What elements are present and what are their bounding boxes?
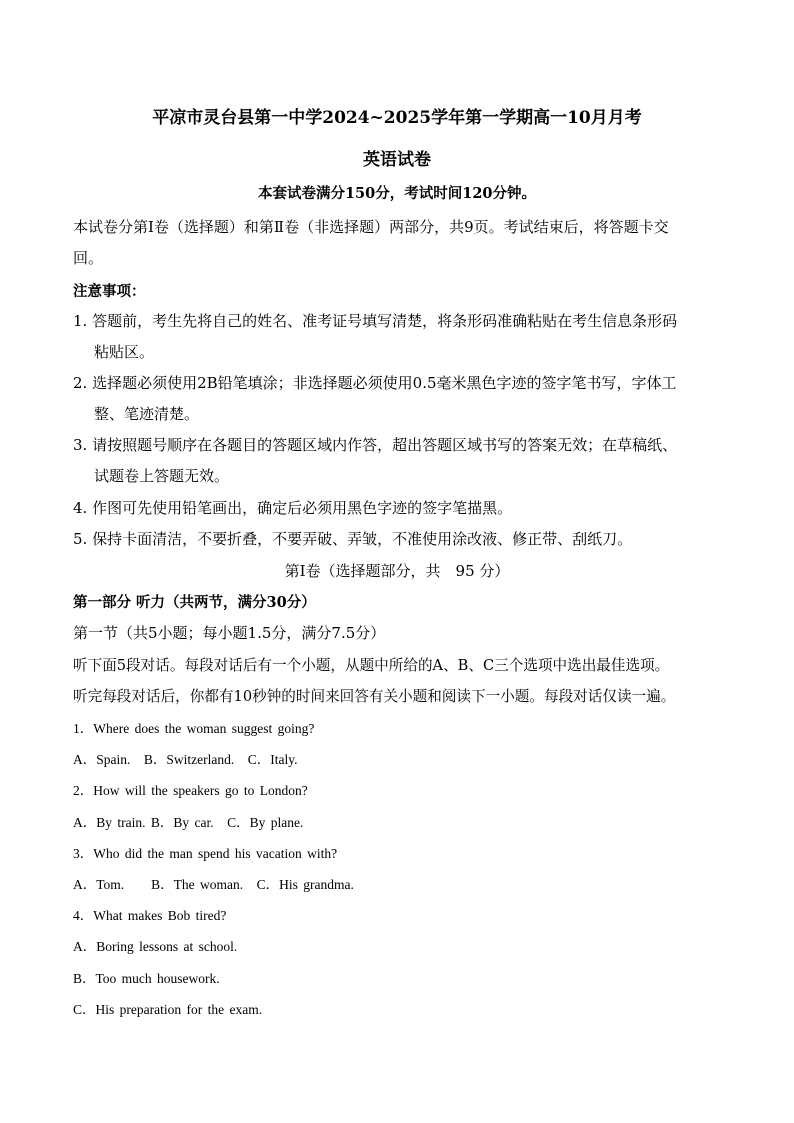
note-item-1-line-2: 粘贴区。 [94, 343, 155, 361]
question-1-options: A．Spain. B．Switzerland. C．Italy. [73, 752, 298, 767]
question-2: 2．How will the speakers go to London? [73, 783, 308, 798]
question-4-option-c: C．His preparation for the exam. [73, 1002, 263, 1017]
question-4: 4．What makes Bob tired? [73, 908, 227, 923]
intro-line-2: 回。 [73, 249, 104, 267]
notes-heading: 注意事项： [73, 283, 146, 300]
note-item-1-line-1: 1. 答题前，考生先将自己的姓名、准考证号填写清楚，将条形码准确粘贴在考生信息条形码 [73, 312, 678, 330]
question-4-option-b: B．Too much housework. [73, 971, 220, 986]
intro-line-1: 本试卷分第Ⅰ卷（选择题）和第Ⅱ卷（非选择题）两部分，共9页。考试结束后，将答题卡交 [73, 218, 669, 236]
question-1: 1．Where does the woman suggest going? [73, 721, 315, 736]
note-item-5: 5. 保持卡面清洁，不要折叠，不要弄破、弄皱，不准使用涂改液、修正带、刮纸刀。 [73, 530, 633, 548]
exam-title: 平凉市灵台县第一中学2024~2025学年第一学期高一10月月考 [152, 108, 642, 128]
note-item-2-line-1: 2. 选择题必须使用2B铅笔填涂；非选择题必须使用0.5毫米黑色字迹的签字笔书写，字体工 [73, 374, 677, 392]
part1-title: 第Ⅰ卷（选择题部分，共 95 分） [284, 562, 510, 580]
instructions-line-2: 听完每段对话后，你都有10秒钟的时间来回答有关小题和阅读下一小题。每段对话仅读一遍。 [73, 688, 676, 705]
subsection-heading: 第一节（共5小题；每小题1.5分，满分7.5分） [73, 624, 386, 642]
note-item-2-line-2: 整、笔迹清楚。 [94, 405, 200, 423]
question-4-option-a: A．Boring lessons at school. [73, 939, 238, 954]
note-item-3-line-2: 试题卷上答题无效。 [94, 467, 230, 485]
instructions-line-1: 听下面5段对话。每段对话后有一个小题，从题中所给的A、B、C三个选项中选出最佳选项。 [73, 657, 670, 674]
score-note: 本套试卷满分150分，考试时间120分钟。 [257, 185, 537, 202]
section-heading: 第一部分 听力（共两节，满分30分） [73, 594, 316, 611]
question-3-options: A．Tom. B．The woman. C．His grandma. [73, 877, 354, 892]
question-2-options: A．By train. B．By car. C．By plane. [73, 815, 304, 830]
note-item-3-line-1: 3. 请按照题号顺序在各题目的答题区域内作答，超出答题区域书写的答案无效；在草稿纸、 [73, 436, 678, 454]
note-item-4: 4. 作图可先使用铅笔画出，确定后必须用黑色字迹的签字笔描黑。 [73, 499, 513, 517]
exam-subtitle: 英语试卷 [363, 150, 431, 170]
question-3: 3．Who did the man spend his vacation with? [73, 846, 338, 861]
